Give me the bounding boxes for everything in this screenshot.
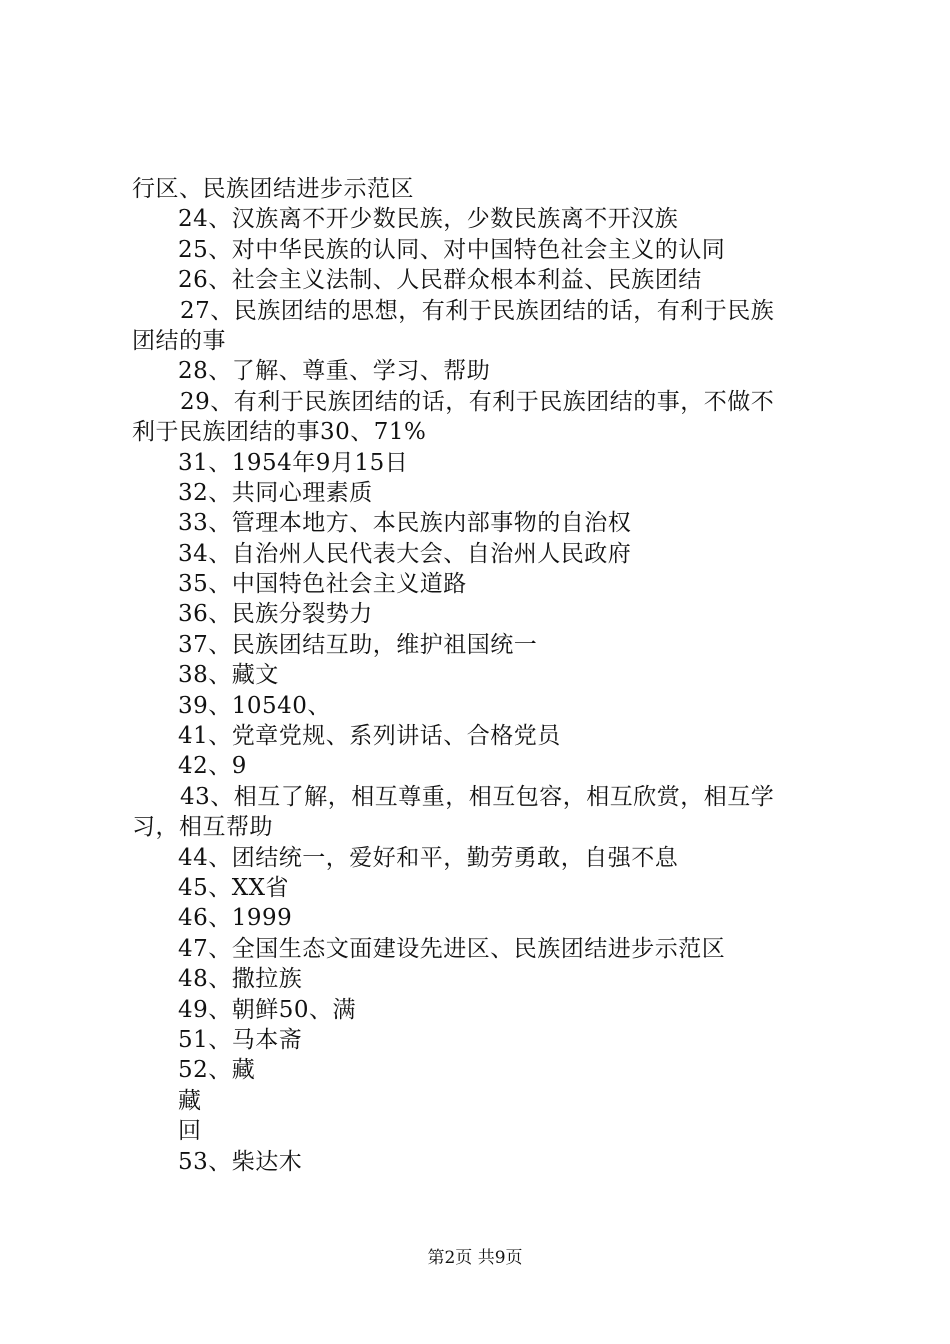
- page-number-footer: 第2页 共9页: [427, 1248, 523, 1268]
- text-line-23: 44、团结统一，爱好和平，勤劳勇敢，自强不息: [178, 844, 679, 871]
- text-line-20: 42、9: [178, 753, 247, 780]
- text-line-7: 28、了解、尊重、学习、帮助: [178, 358, 491, 385]
- text-line-15: 36、民族分裂势力: [178, 601, 373, 628]
- text-line-17: 38、藏文: [178, 662, 279, 689]
- document-body: [132, 174, 832, 1177]
- text-line-33: 53、柴达木: [178, 1148, 303, 1175]
- text-line-32: 回: [178, 1118, 202, 1145]
- text-line-2: 24、汉族离不开少数民族，少数民族离不开汉族: [178, 206, 679, 233]
- text-line-28: 49、朝鲜50、满: [178, 996, 357, 1023]
- text-line-8: 29、有利于民族团结的话，有利于民族团结的事，不做不: [180, 388, 775, 415]
- text-line-27: 48、撒拉族: [178, 966, 303, 993]
- text-line-14: 35、中国特色社会主义道路: [178, 571, 467, 598]
- text-line-22: 习，相互帮助: [132, 814, 273, 841]
- text-line-6: 团结的事: [132, 327, 226, 354]
- text-line-16: 37、民族团结互助，维护祖国统一: [178, 631, 538, 658]
- text-line-31: 藏: [178, 1087, 202, 1114]
- text-line-25: 46、1999: [178, 905, 293, 932]
- text-line-18: 39、10540、: [178, 692, 331, 719]
- text-line-5: 27、民族团结的思想，有利于民族团结的话，有利于民族: [180, 297, 775, 324]
- text-line-19: 41、党章党规、系列讲话、合格党员: [178, 723, 561, 750]
- text-line-13: 34、自治州人民代表大会、自治州人民政府: [178, 540, 632, 567]
- text-line-12: 33、管理本地方、本民族内部事物的自治权: [178, 510, 632, 537]
- text-line-21: 43、相互了解，相互尊重，相互包容，相互欣赏，相互学: [180, 783, 775, 810]
- text-line-4: 26、社会主义法制、人民群众根本利益、民族团结: [178, 267, 702, 294]
- text-line-26: 47、全国生态文面建设先进区、民族团结进步示范区: [178, 935, 726, 962]
- text-line-30: 52、藏: [178, 1057, 256, 1084]
- text-line-1: 行区、民族团结进步示范区: [132, 176, 414, 202]
- text-line-10: 31、1954年9月15日: [178, 449, 409, 476]
- text-line-3: 25、对中华民族的认同、对中国特色社会主义的认同: [178, 236, 726, 263]
- text-line-29: 51、马本斋: [178, 1026, 303, 1053]
- text-line-9: 利于民族团结的事30、71%: [132, 419, 427, 446]
- text-line-24: 45、XX省: [178, 874, 290, 901]
- text-line-11: 32、共同心理素质: [178, 479, 373, 506]
